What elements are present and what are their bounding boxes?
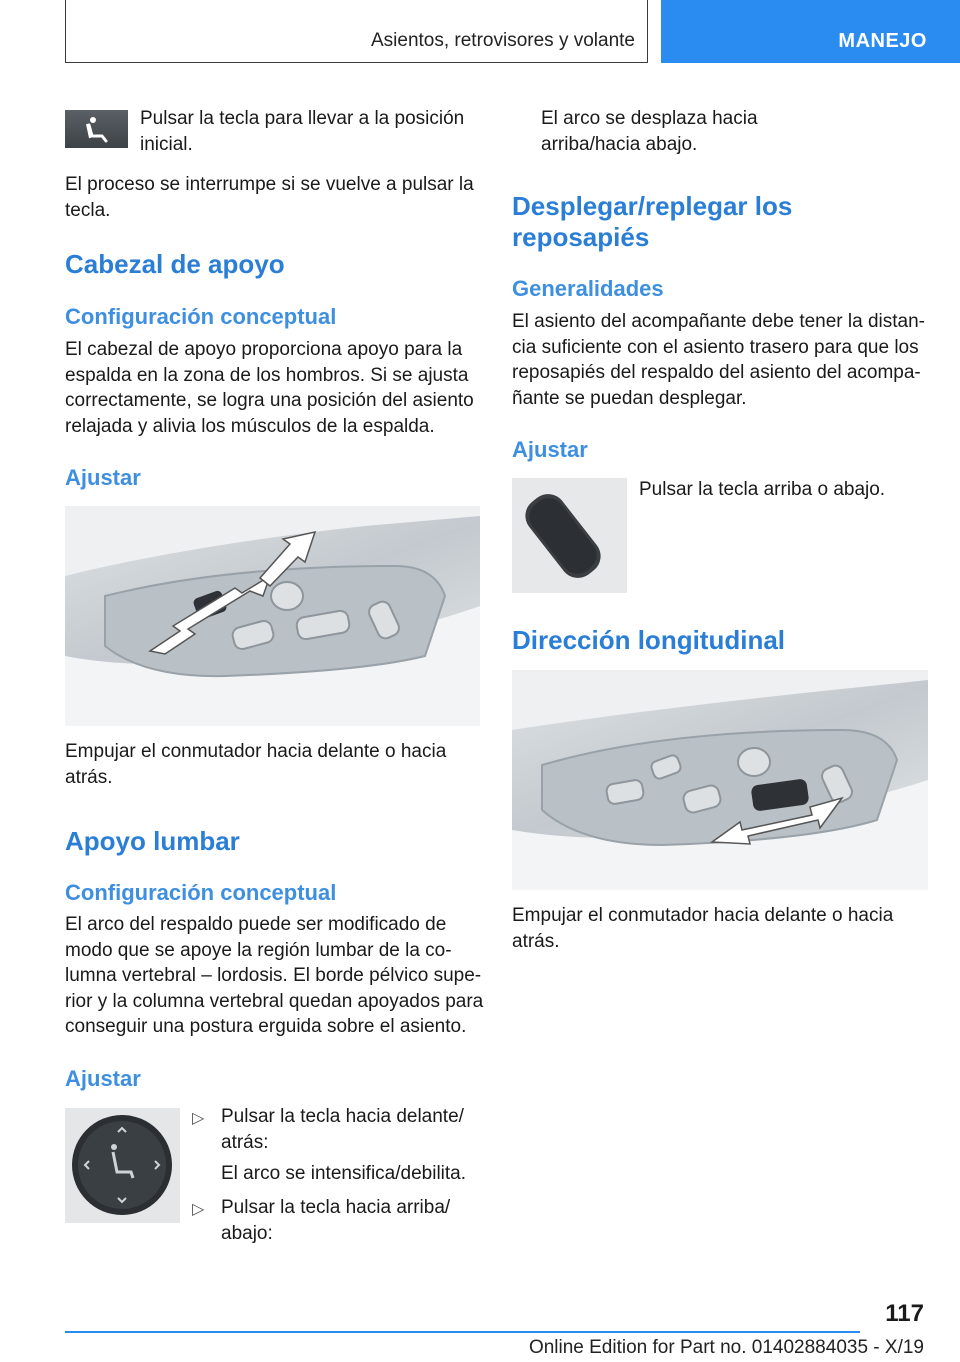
footrest-general-text: El asiento del acompañante debe tener la distan- cia suficiente con el asiento trasero para que los reposapiés del respaldo del asiento del acompa- ñante se puedan desplegar.: [512, 311, 925, 409]
header-section-box: [65, 0, 648, 63]
lumbar-continued-text: El arco se desplaza hacia arriba/hacia abajo.: [541, 108, 758, 155]
lumbar-title: Apoyo lumbar: [65, 826, 240, 856]
bullet-triangle-icon: ▷: [192, 1201, 205, 1218]
headrest-switch-photo: [65, 506, 480, 726]
footer-edition: Online Edition for Part no. 01402884035 - X/19: [528, 1337, 924, 1358]
footrest-button-photo: [512, 478, 627, 593]
lumbar-concept-text: El arco del respaldo puede ser modificado de modo que se apoye la región lumbar de la co- lumna vertebral – lordosis. El borde pélvico supe- rior y la columna vertebral quedan apoyados para conseguir una postura erguida sobre el asiento.: [65, 914, 484, 1037]
section-title: Asientos, retrovisores y volante: [370, 30, 635, 51]
interrupt-text: El proceso se interrumpe si se vuelve a pulsar la tecla.: [65, 174, 474, 221]
headrest-concept-text: El cabezal de apoyo proporciona apoyo para la espalda en la zona de los hombros. Si se ajusta correctamente, se logra una posición del asiento relajada y alivia los músculos de la espalda.: [65, 339, 474, 437]
longitudinal-title: Dirección longitudinal: [512, 625, 786, 655]
lumbar-concept-title: Configuración conceptual: [65, 880, 337, 905]
headrest-concept-title: Configuración conceptual: [65, 304, 337, 329]
headrest-caption: Empujar el conmutador hacia delante o hacia atrás.: [65, 741, 447, 788]
footrest-adjust-title: Ajustar: [512, 437, 588, 462]
footrest-general-title: Generalidades: [512, 276, 664, 301]
lumbar-adjust-title: Ajustar: [65, 1066, 141, 1091]
bullet-triangle-icon: ▷: [192, 1110, 205, 1127]
lumbar-bullet-2: Pulsar la tecla hacia arriba/ abajo:: [221, 1197, 451, 1244]
chapter-tab[interactable]: [661, 0, 960, 63]
headrest-adjust-title: Ajustar: [65, 465, 141, 490]
footer-divider: [65, 1331, 860, 1333]
footrest-adjust-text: Pulsar la tecla arriba o abajo.: [639, 479, 886, 500]
lumbar-bullet-1-result: El arco se intensifica/debilita.: [221, 1163, 467, 1184]
headrest-title: Cabezal de apoyo: [65, 249, 285, 279]
longitudinal-switch-photo: [512, 670, 928, 890]
longitudinal-caption: Empujar el conmutador hacia delante o hacia atrás.: [512, 905, 894, 952]
seat-memory-icon: [65, 110, 128, 148]
page-number: 117: [885, 1300, 924, 1327]
footrest-title: Desplegar/replegar los reposapiés: [512, 191, 793, 252]
lumbar-bullet-1: Pulsar la tecla hacia delante/ atrás:: [221, 1106, 464, 1153]
chapter-label: MANEJO: [838, 30, 927, 52]
lumbar-control-photo: [65, 1108, 180, 1223]
intro-text: Pulsar la tecla para llevar a la posición inicial.: [140, 108, 465, 155]
